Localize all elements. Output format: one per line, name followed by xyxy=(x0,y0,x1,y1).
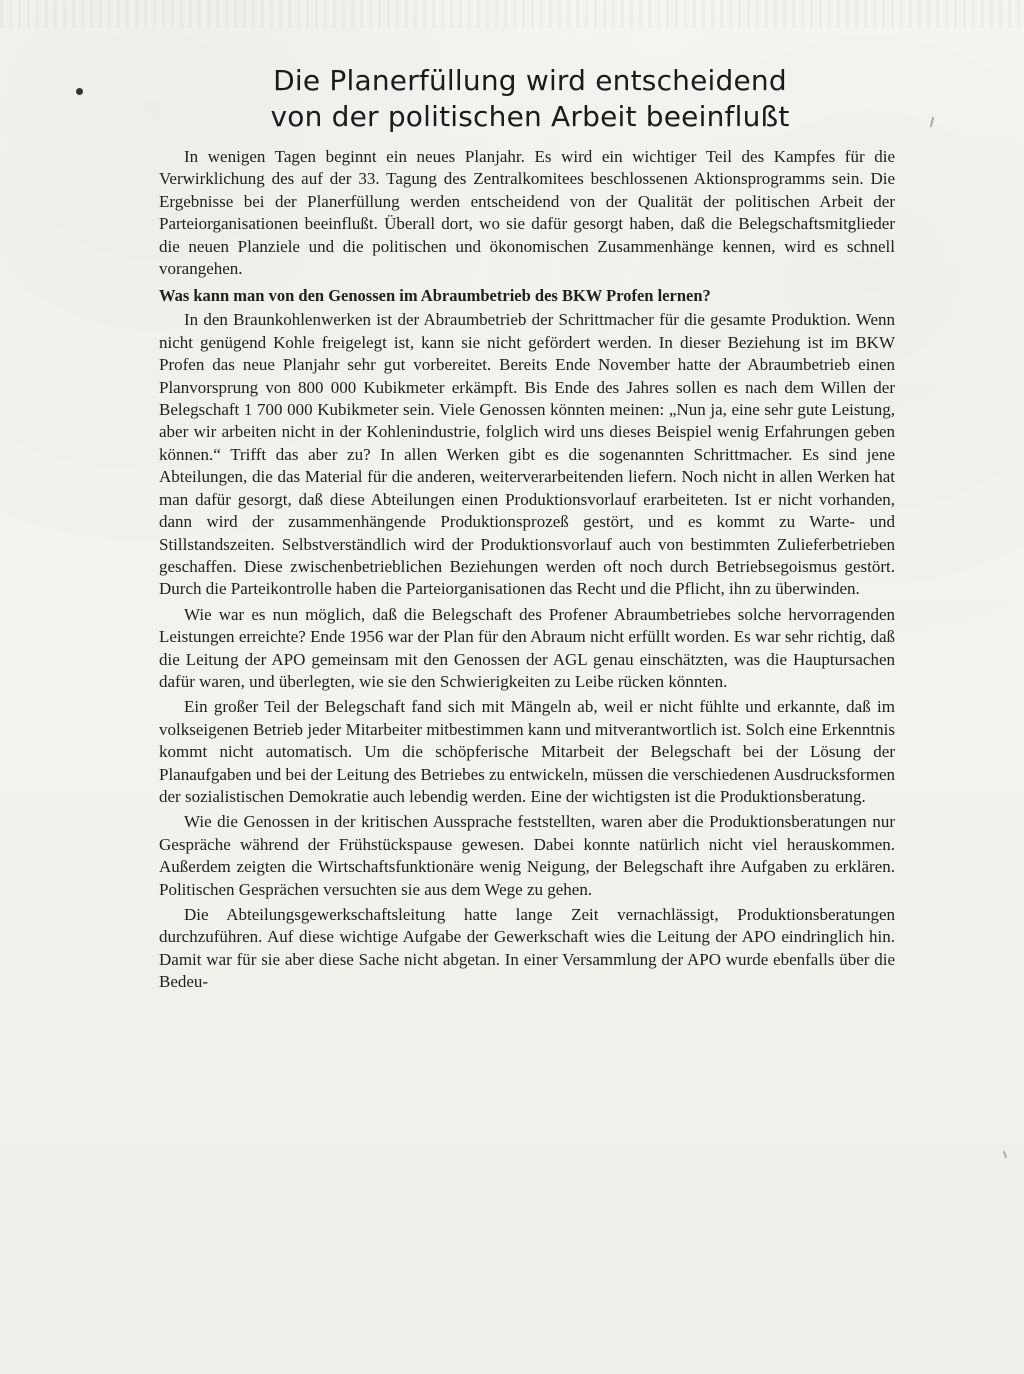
bullet-mark xyxy=(76,88,83,95)
scan-mark xyxy=(930,117,935,127)
section-heading: Was kann man von den Genossen im Abraumbetrieb des BKW Profen lernen? xyxy=(159,286,711,306)
intro-paragraph: In wenigen Tagen beginnt ein neues Planjahr. Es wird ein wichtiger Teil des Kampfes für die Verwirklichung des auf der 33. Tagung des Zentralkomitees beschlossenen Aktionsprogramms sein. Die Ergebnisse bei der Planerfüllung werden entscheidend von der Qualität der politischen Arbeit der Parteiorganisationen beeinflußt. Überall dort, wo sie dafür gesorgt haben, daß die Belegschaftsmitglieder die neuen Planziele und die politischen und ökonomischen Zusammenhänge kennen, wird es schnell vorangehen. xyxy=(159,147,895,279)
article-body xyxy=(159,146,895,1206)
scan-mark xyxy=(1003,1151,1007,1158)
title-line: Die Planerfüllung wird entscheidend xyxy=(273,64,787,97)
scan-edge-artifact xyxy=(0,0,1024,28)
body-paragraph: Die Abteilungsgewerkschaftsleitung hatte lange Zeit vernachlässigt, Produktionsberatungen durchzuführen. Auf diese wichtige Aufgabe der Gewerkschaft wies die Leitung der APO eindringlich hin. Damit war für sie aber diese Sache nicht abgetan. In einer Versammlung der APO wurde ebenfalls über die Bedeu- xyxy=(159,905,895,992)
title-line: von der politischen Arbeit beeinflußt xyxy=(270,100,790,133)
body-paragraph: In den Braunkohlenwerken ist der Abraumbetrieb der Schrittmacher für die gesamte Produktion. Wenn nicht genügend Kohle freigelegt ist, kann sie nicht gefördert werden. In dieser Beziehung ist im BKW Profen das neue Planjahr sehr gut vorbereitet. Bereits Ende November hatte der Abraumbetrieb einen Planvorsprung von 800 000 Kubikmeter erkämpft. Bis Ende des Jahres sollen es nach dem Willen der Belegschaft 1 700 000 Kubikmeter sein. Viele Genossen könnten meinen: „Nun ja, eine sehr gute Leistung, aber wir arbeiten nicht in der Kohlenindustrie, folglich wird uns dieses Beispiel wenig Erfahrungen geben können.“ Trifft das aber zu? In allen Werken gibt es die sogenannten Schrittmacher. Es sind jene Abteilungen, die das Material für die anderen, weiterverarbeitenden liefern. Noch nicht in allen Werken hat man dafür gesorgt, daß diese Abteilungen einen Produktionsvorlauf erarbeiteten. Ist er nicht vorhanden, dann wird der zusammenhängende Produktionsprozeß gestört, und es kommt zu Warte- und Stillstandszeiten. Selbstverständlich wird der Produktionsvorlauf auch von bestimmten Zulieferbetrieben geschaffen. Diese zwischenbetrieblichen Beziehungen werden oft noch durch Betriebsegoismus gestört. Durch die Parteikontrolle haben die Parteiorganisationen das Recht und die Pflicht, ihn zu überwinden. xyxy=(159,310,895,599)
page-title xyxy=(250,63,810,135)
body-paragraph: Wie war es nun möglich, daß die Belegschaft des Profener Abraumbetriebes solche hervorragenden Leistungen erreichte? Ende 1956 war der Plan für den Abraum nicht erfüllt worden. Es war sehr richtig, daß die Leitung der APO gemeinsam mit den Genossen der AGL genau einschätzten, was die Hauptursachen dafür waren, und überlegten, wie sie den Schwierigkeiten zu Leibe rücken könnten. xyxy=(159,604,895,691)
body-paragraph: Wie die Genossen in der kritischen Aussprache feststellten, waren aber die Produktionsberatungen nur Gespräche während der Frühstückspause gewesen. Dabei konnte natürlich nicht viel herauskommen. Außerdem zeigten die Wirtschaftsfunktionäre wenig Neigung, der Belegschaft ihre Aufgaben zu erklären. Politischen Gesprächen versuchten sie aus dem Wege zu gehen. xyxy=(159,812,895,899)
body-paragraph: Ein großer Teil der Belegschaft fand sich mit Mängeln ab, weil er nicht fühlte und erkannte, daß im volkseigenen Betrieb jeder Mitarbeiter mitbestimmen kann und mitverantwortlich ist. Solch eine Erkenntnis kommt nicht automatisch. Um die schöpferische Mitarbeit der Belegschaft bei der Lösung der Planaufgaben und bei der Leitung des Betriebes zu entwickeln, müssen die verschiedenen Ausdrucksformen der sozialistischen Demokratie auch lebendig werden. Eine der wichtigsten ist die Produktionsberatung. xyxy=(159,697,895,806)
